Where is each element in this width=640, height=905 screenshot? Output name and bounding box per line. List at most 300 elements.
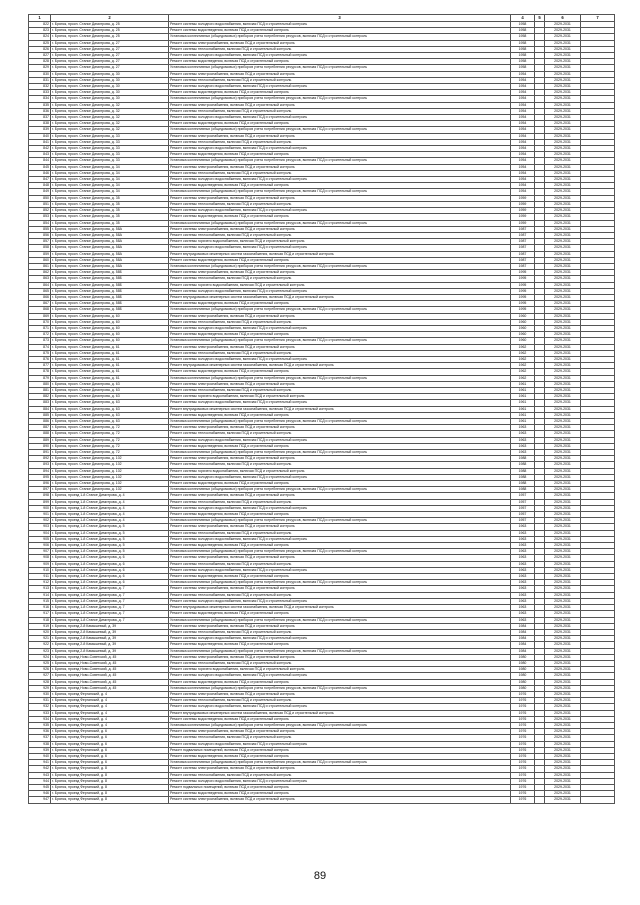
address-cell: г. Брянск, просп. Станке Димитрова, д. 58А bbox=[51, 232, 169, 238]
period-cell: 2029-2031 bbox=[545, 288, 581, 294]
address-cell: г. Брянск, просп. Станке Димитрова, д. 27 bbox=[51, 53, 169, 59]
row-number-cell: 868 bbox=[29, 307, 51, 313]
period-cell: 2029-2031 bbox=[545, 325, 581, 331]
work-type-cell: Ремонт системы теплоснабжения, включая ПСД и строительный контроль bbox=[169, 276, 511, 282]
document-page bbox=[28, 14, 614, 804]
address-cell: г. Брянск, просп. Станке Димитрова, д. 34 bbox=[51, 189, 169, 195]
work-type-cell: Ремонт подвальных помещений, включая ПСД и строительный контроль bbox=[169, 747, 511, 753]
period-cell: 2029-2031 bbox=[545, 772, 581, 778]
address-cell: г. Брянск, просп. Станке Димитрова, д. 58А bbox=[51, 245, 169, 251]
row-number-cell: 878 bbox=[29, 369, 51, 375]
row-number-cell: 859 bbox=[29, 251, 51, 257]
period-cell: 2029-2031 bbox=[545, 543, 581, 549]
row-number-cell: 923 bbox=[29, 648, 51, 654]
year-cell: 1995 bbox=[511, 307, 535, 313]
year-cell: 1959 bbox=[511, 220, 535, 226]
address-cell: г. Брянск, проезд 1-й Станке Димитрова, д. 7 bbox=[51, 586, 169, 592]
period-cell: 2029-2031 bbox=[545, 394, 581, 400]
period-cell: 2029-2031 bbox=[545, 716, 581, 722]
row-number-cell: 839 bbox=[29, 127, 51, 133]
year-cell: 1963 bbox=[511, 431, 535, 437]
year-cell: 1976 bbox=[511, 760, 535, 766]
period-cell: 2029-2031 bbox=[545, 468, 581, 474]
period-cell: 2029-2031 bbox=[545, 313, 581, 319]
work-type-cell: Ремонт системы горячего водоснабжения, включая ПСД и строительный контроль bbox=[169, 239, 511, 245]
period-cell: 2029-2031 bbox=[545, 270, 581, 276]
row-number-cell: 921 bbox=[29, 636, 51, 642]
period-cell: 2029-2031 bbox=[545, 22, 581, 28]
address-cell: г. Брянск, просп. Станке Димитрова, д. 63 bbox=[51, 381, 169, 387]
address-cell: г. Брянск, просп. Станке Димитрова, д. 32 bbox=[51, 108, 169, 114]
year-cell: 1962 bbox=[511, 344, 535, 350]
year-cell: 1976 bbox=[511, 791, 535, 797]
period-cell: 2029-2031 bbox=[545, 59, 581, 65]
row-number-cell: 902 bbox=[29, 518, 51, 524]
period-cell: 2029-2031 bbox=[545, 698, 581, 704]
year-cell: 1995 bbox=[511, 282, 535, 288]
work-type-cell: Ремонт внутридомовых инженерных систем газоснабжения, включая ПСД и строительный контроль bbox=[169, 251, 511, 257]
column-header: 1 bbox=[29, 15, 51, 22]
row-number-cell: 822 bbox=[29, 22, 51, 28]
address-cell: г. Брянск, просп. Станке Димитрова, д. 25 bbox=[51, 34, 169, 40]
address-cell: г. Брянск, просп. Станке Димитрова, д. 102 bbox=[51, 487, 169, 493]
year-cell: 1958 bbox=[511, 22, 535, 28]
work-type-cell: Ремонт системы электроснабжения, включая ПСД и строительный контроль bbox=[169, 133, 511, 139]
work-type-cell: Ремонт системы электроснабжения, включая ПСД и строительный контроль bbox=[169, 381, 511, 387]
period-cell: 2029-2031 bbox=[545, 561, 581, 567]
year-cell: 1976 bbox=[511, 753, 535, 759]
period-cell: 2029-2031 bbox=[545, 121, 581, 127]
work-type-cell: Ремонт системы теплоснабжения, включая ПСД и строительный контроль bbox=[169, 139, 511, 145]
year-cell: 1963 bbox=[511, 580, 535, 586]
work-type-cell: Ремонт системы горячего водоснабжения, включая ПСД и строительный контроль bbox=[169, 394, 511, 400]
work-type-cell: Ремонт системы водоотведения, включая ПСД и строительный контроль bbox=[169, 152, 511, 158]
address-cell: г. Брянск, просп. Станке Димитрова, д. 32 bbox=[51, 102, 169, 108]
work-type-cell: Ремонт системы холодного водоснабжения, включая ПСД и строительный контроль bbox=[169, 400, 511, 406]
work-type-cell: Установка коллективных (общедомовых) приборов учета потребления ресурсов, включая ПСД и строительный контроль bbox=[169, 307, 511, 313]
row-number-cell: 881 bbox=[29, 387, 51, 393]
empty-cell bbox=[581, 797, 615, 803]
work-type-cell: Ремонт внутридомовых инженерных систем газоснабжения, включая ПСД и строительный контроль bbox=[169, 605, 511, 611]
row-number-cell: 933 bbox=[29, 710, 51, 716]
year-cell: 1958 bbox=[511, 40, 535, 46]
address-cell: г. Брянск, просп. Станке Димитрова, д. 60 bbox=[51, 332, 169, 338]
work-type-cell: Ремонт системы водоотведения, включая ПСД и строительный контроль bbox=[169, 183, 511, 189]
year-cell: 1995 bbox=[511, 288, 535, 294]
address-cell: г. Брянск, просп. Станке Димитрова, д. 32 bbox=[51, 127, 169, 133]
column-header: 6 bbox=[545, 15, 581, 22]
row-number-cell: 946 bbox=[29, 791, 51, 797]
work-type-cell: Установка коллективных (общедомовых) приборов учета потребления ресурсов, включая ПСД и строительный контроль bbox=[169, 220, 511, 226]
address-cell: г. Брянск, просп. Станке Димитрова, д. 61 bbox=[51, 350, 169, 356]
period-cell: 2029-2031 bbox=[545, 332, 581, 338]
address-cell: г. Брянск, просп. Станке Димитрова, д. 30 bbox=[51, 84, 169, 90]
address-cell: г. Брянск, проезд Ферганский, д. 4 bbox=[51, 710, 169, 716]
row-number-cell: 865 bbox=[29, 288, 51, 294]
year-cell: 1960 bbox=[511, 338, 535, 344]
year-cell: 1987 bbox=[511, 239, 535, 245]
address-cell: г. Брянск, проезд 1-й Станке Димитрова, д. 6 bbox=[51, 580, 169, 586]
period-cell: 2029-2031 bbox=[545, 605, 581, 611]
address-cell: г. Брянск, проезд Ново-Советский, д. 45 bbox=[51, 679, 169, 685]
year-cell: 1962 bbox=[511, 356, 535, 362]
work-type-cell: Ремонт системы водоотведения, включая ПСД и строительный контроль bbox=[169, 543, 511, 549]
year-cell: 1963 bbox=[511, 592, 535, 598]
period-cell: 2029-2031 bbox=[545, 629, 581, 635]
period-cell: 2029-2031 bbox=[545, 611, 581, 617]
row-number-cell: 907 bbox=[29, 549, 51, 555]
address-cell: г. Брянск, проезд Ферганский, д. 4 bbox=[51, 716, 169, 722]
capital-repair-table bbox=[28, 14, 615, 804]
address-cell: г. Брянск, просп. Станке Димитрова, д. 60 bbox=[51, 338, 169, 344]
address-cell: г. Брянск, проезд Ферганский, д. 8 bbox=[51, 778, 169, 784]
row-number-cell: 876 bbox=[29, 356, 51, 362]
row-number-cell: 832 bbox=[29, 84, 51, 90]
period-cell: 2029-2031 bbox=[545, 158, 581, 164]
row-number-cell: 915 bbox=[29, 598, 51, 604]
row-number-cell: 938 bbox=[29, 741, 51, 747]
year-cell: 1980 bbox=[511, 679, 535, 685]
row-number-cell: 824 bbox=[29, 34, 51, 40]
work-type-cell: Установка коллективных (общедомовых) приборов учета потребления ресурсов, включая ПСД и строительный контроль bbox=[169, 518, 511, 524]
row-number-cell: 838 bbox=[29, 121, 51, 127]
row-number-cell: 906 bbox=[29, 543, 51, 549]
row-number-cell: 858 bbox=[29, 245, 51, 251]
work-type-cell: Ремонт внутридомовых инженерных систем газоснабжения, включая ПСД и строительный контроль bbox=[169, 710, 511, 716]
period-cell: 2029-2031 bbox=[545, 375, 581, 381]
year-cell: 1976 bbox=[511, 716, 535, 722]
work-type-cell: Ремонт системы электроснабжения, включая ПСД и строительный контроль bbox=[169, 226, 511, 232]
address-cell: г. Брянск, просп. Станке Димитрова, д. 58А bbox=[51, 226, 169, 232]
year-cell: 1961 bbox=[511, 381, 535, 387]
work-type-cell: Ремонт системы теплоснабжения, включая ПСД и строительный контроль bbox=[169, 462, 511, 468]
address-cell: г. Брянск, проезд Ферганский, д. 8 bbox=[51, 784, 169, 790]
address-cell: г. Брянск, проезд 2-й Камышевый, д. 39 bbox=[51, 623, 169, 629]
year-cell: 1954 bbox=[511, 170, 535, 176]
period-cell: 2029-2031 bbox=[545, 592, 581, 598]
work-type-cell: Установка коллективных (общедомовых) приборов учета потребления ресурсов, включая ПСД и строительный контроль bbox=[169, 419, 511, 425]
period-cell: 2029-2031 bbox=[545, 623, 581, 629]
work-type-cell: Ремонт системы электроснабжения, включая ПСД и строительный контроль bbox=[169, 586, 511, 592]
row-number-cell: 911 bbox=[29, 574, 51, 580]
row-number-cell: 920 bbox=[29, 629, 51, 635]
row-number-cell: 916 bbox=[29, 605, 51, 611]
work-type-cell: Установка коллективных (общедомовых) приборов учета потребления ресурсов, включая ПСД и строительный контроль bbox=[169, 580, 511, 586]
work-type-cell: Ремонт системы электроснабжения, включая ПСД и строительный контроль bbox=[169, 344, 511, 350]
period-cell: 2029-2031 bbox=[545, 481, 581, 487]
period-cell: 2029-2031 bbox=[545, 760, 581, 766]
year-cell: 1961 bbox=[511, 387, 535, 393]
year-cell: 1954 bbox=[511, 133, 535, 139]
address-cell: г. Брянск, просп. Станке Димитрова, д. 34 bbox=[51, 164, 169, 170]
address-cell: г. Брянск, проезд 1-й Станке Димитрова, д. 6 bbox=[51, 561, 169, 567]
address-cell: г. Брянск, проезд 2-й Камышевый, д. 39 bbox=[51, 648, 169, 654]
period-cell: 2029-2031 bbox=[545, 369, 581, 375]
address-cell: г. Брянск, просп. Станке Димитрова, д. 33 bbox=[51, 133, 169, 139]
work-type-cell: Ремонт системы водоотведения, включая ПСД и строительный контроль bbox=[169, 443, 511, 449]
row-number-cell: 827 bbox=[29, 53, 51, 59]
work-type-cell: Ремонт системы водоотведения, включая ПСД и строительный контроль bbox=[169, 28, 511, 34]
work-type-cell: Ремонт системы теплоснабжения, включая ПСД и строительный контроль bbox=[169, 232, 511, 238]
row-number-cell: 914 bbox=[29, 592, 51, 598]
period-cell: 2029-2031 bbox=[545, 319, 581, 325]
period-cell: 2029-2031 bbox=[545, 462, 581, 468]
address-cell: г. Брянск, проезд 1-й Станке Димитрова, д. 7 bbox=[51, 598, 169, 604]
work-type-cell: Ремонт системы теплоснабжения, включая ПСД и строительный контроль bbox=[169, 77, 511, 83]
address-cell: г. Брянск, просп. Станке Димитрова, д. 27 bbox=[51, 40, 169, 46]
period-cell: 2029-2031 bbox=[545, 691, 581, 697]
work-type-cell: Ремонт системы водоотведения, включая ПСД и строительный контроль bbox=[169, 332, 511, 338]
period-cell: 2029-2031 bbox=[545, 536, 581, 542]
address-cell: г. Брянск, просп. Станке Димитрова, д. 32 bbox=[51, 121, 169, 127]
work-type-cell: Установка коллективных (общедомовых) приборов учета потребления ресурсов, включая ПСД и строительный контроль bbox=[169, 487, 511, 493]
year-cell: 1984 bbox=[511, 623, 535, 629]
page-number: 89 bbox=[313, 870, 327, 882]
work-type-cell: Ремонт внутридомовых инженерных систем газоснабжения, включая ПСД и строительный контроль bbox=[169, 406, 511, 412]
work-type-cell: Ремонт системы холодного водоснабжения, включая ПСД и строительный контроль bbox=[169, 673, 511, 679]
work-type-cell: Ремонт системы холодного водоснабжения, включая ПСД и строительный контроль bbox=[169, 505, 511, 511]
year-cell: 1976 bbox=[511, 778, 535, 784]
year-cell: 1963 bbox=[511, 536, 535, 542]
work-type-cell: Установка коллективных (общедомовых) приборов учета потребления ресурсов, включая ПСД и строительный контроль bbox=[169, 648, 511, 654]
address-cell: г. Брянск, просп. Станке Димитрова, д. 32 bbox=[51, 115, 169, 121]
period-cell: 2029-2031 bbox=[545, 387, 581, 393]
row-number-cell: 870 bbox=[29, 319, 51, 325]
period-cell: 2029-2031 bbox=[545, 34, 581, 40]
work-type-cell: Ремонт системы водоотведения, включая ПСД и строительный контроль bbox=[169, 214, 511, 220]
address-cell: г. Брянск, просп. Станке Димитрова, д. 30 bbox=[51, 96, 169, 102]
address-cell: г. Брянск, проезд 1-й Станке Димитрова, д. 5 bbox=[51, 524, 169, 530]
row-number-cell: 917 bbox=[29, 611, 51, 617]
work-type-cell: Ремонт системы холодного водоснабжения, включая ПСД и строительный контроль bbox=[169, 115, 511, 121]
address-cell: г. Брянск, проезд 1-й Станке Димитрова, д. 6 bbox=[51, 574, 169, 580]
address-cell: г. Брянск, проезд 1-й Станке Димитрова, д. 7 bbox=[51, 592, 169, 598]
work-type-cell: Ремонт системы электроснабжения, включая ПСД и строительный контроль bbox=[169, 654, 511, 660]
work-type-cell: Установка коллективных (общедомовых) приборов учета потребления ресурсов, включая ПСД и строительный контроль bbox=[169, 375, 511, 381]
row-number-cell: 826 bbox=[29, 46, 51, 52]
address-cell: г. Брянск, проезд 1-й Станке Димитрова, д. 4 bbox=[51, 512, 169, 518]
year-cell: 1961 bbox=[511, 394, 535, 400]
row-number-cell: 841 bbox=[29, 139, 51, 145]
year-cell: 1954 bbox=[511, 164, 535, 170]
row-number-cell: 864 bbox=[29, 282, 51, 288]
work-type-cell: Ремонт системы горячего водоснабжения, включая ПСД и строительный контроль bbox=[169, 468, 511, 474]
row-number-cell: 941 bbox=[29, 760, 51, 766]
row-number-cell: 829 bbox=[29, 65, 51, 71]
period-cell: 2029-2031 bbox=[545, 586, 581, 592]
year-cell: 1960 bbox=[511, 332, 535, 338]
period-cell: 2029-2031 bbox=[545, 53, 581, 59]
work-type-cell: Ремонт системы водоотведения, включая ПСД и строительный контроль bbox=[169, 412, 511, 418]
row-number-cell: 942 bbox=[29, 766, 51, 772]
address-cell: г. Брянск, просп. Станке Димитрова, д. 63 bbox=[51, 419, 169, 425]
row-number-cell: 877 bbox=[29, 363, 51, 369]
row-number-cell: 905 bbox=[29, 536, 51, 542]
row-number-cell: 840 bbox=[29, 133, 51, 139]
period-cell: 2029-2031 bbox=[545, 797, 581, 803]
address-cell: г. Брянск, просп. Станке Димитрова, д. 35 bbox=[51, 220, 169, 226]
work-type-cell: Установка коллективных (общедомовых) приборов учета потребления ресурсов, включая ПСД и строительный контроль bbox=[169, 127, 511, 133]
period-cell: 2029-2031 bbox=[545, 46, 581, 52]
row-number-cell: 891 bbox=[29, 450, 51, 456]
work-type-cell: Установка коллективных (общедомовых) приборов учета потребления ресурсов, включая ПСД и строительный контроль bbox=[169, 34, 511, 40]
row-number-cell: 893 bbox=[29, 462, 51, 468]
work-type-cell: Ремонт системы водоотведения, включая ПСД и строительный контроль bbox=[169, 574, 511, 580]
year-cell: 1976 bbox=[511, 691, 535, 697]
address-cell: г. Брянск, просп. Станке Димитрова, д. 58Б bbox=[51, 270, 169, 276]
empty-cell bbox=[535, 797, 545, 803]
row-number-cell: 944 bbox=[29, 778, 51, 784]
period-cell: 2029-2031 bbox=[545, 555, 581, 561]
year-cell: 1963 bbox=[511, 586, 535, 592]
period-cell: 2029-2031 bbox=[545, 660, 581, 666]
address-cell: г. Брянск, просп. Станке Димитрова, д. 25 bbox=[51, 22, 169, 28]
work-type-cell: Ремонт системы холодного водоснабжения, включая ПСД и строительный контроль bbox=[169, 778, 511, 784]
period-cell: 2029-2031 bbox=[545, 170, 581, 176]
year-cell: 1963 bbox=[511, 617, 535, 623]
year-cell: 1980 bbox=[511, 654, 535, 660]
period-cell: 2029-2031 bbox=[545, 96, 581, 102]
year-cell: 1963 bbox=[511, 567, 535, 573]
year-cell: 1954 bbox=[511, 102, 535, 108]
work-type-cell: Ремонт системы холодного водоснабжения, включая ПСД и строительный контроль bbox=[169, 245, 511, 251]
address-cell: г. Брянск, проезд Ново-Советский, д. 45 bbox=[51, 654, 169, 660]
year-cell: 1959 bbox=[511, 201, 535, 207]
work-type-cell: Ремонт системы горячего водоснабжения, включая ПСД и строительный контроль bbox=[169, 667, 511, 673]
work-type-cell: Ремонт системы водоотведения, включая ПСД и строительный контроль bbox=[169, 59, 511, 65]
row-number-cell: 922 bbox=[29, 642, 51, 648]
column-header: 5 bbox=[535, 15, 545, 22]
year-cell: 1963 bbox=[511, 524, 535, 530]
row-number-cell: 940 bbox=[29, 753, 51, 759]
period-cell: 2029-2031 bbox=[545, 245, 581, 251]
year-cell: 1995 bbox=[511, 270, 535, 276]
period-cell: 2029-2031 bbox=[545, 307, 581, 313]
period-cell: 2029-2031 bbox=[545, 208, 581, 214]
address-cell: г. Брянск, просп. Станке Димитрова, д. 33 bbox=[51, 146, 169, 152]
period-cell: 2029-2031 bbox=[545, 431, 581, 437]
address-cell: г. Брянск, проезд Ново-Советский, д. 45 bbox=[51, 685, 169, 691]
year-cell: 1958 bbox=[511, 59, 535, 65]
address-cell: г. Брянск, проезд Ново-Советский, д. 45 bbox=[51, 673, 169, 679]
column-header: 3 bbox=[169, 15, 511, 22]
work-type-cell: Ремонт системы водоотведения, включая ПСД и строительный контроль bbox=[169, 611, 511, 617]
address-cell: г. Брянск, проезд Ферганский, д. 6 bbox=[51, 753, 169, 759]
year-cell: 1954 bbox=[511, 158, 535, 164]
period-cell: 2029-2031 bbox=[545, 722, 581, 728]
year-cell: 1988 bbox=[511, 468, 535, 474]
address-cell: г. Брянск, просп. Станке Димитрова, д. 30 bbox=[51, 90, 169, 96]
row-number-cell: 935 bbox=[29, 722, 51, 728]
work-type-cell: Ремонт системы водоотведения, включая ПСД и строительный контроль bbox=[169, 369, 511, 375]
year-cell: 1957 bbox=[511, 493, 535, 499]
work-type-cell: Ремонт системы электроснабжения, включая ПСД и строительный контроль bbox=[169, 195, 511, 201]
year-cell: 1954 bbox=[511, 121, 535, 127]
address-cell: г. Брянск, проезд 2-й Камышевый, д. 39 bbox=[51, 636, 169, 642]
row-number-cell: 844 bbox=[29, 158, 51, 164]
work-type-cell: Ремонт системы холодного водоснабжения, включая ПСД и строительный контроль bbox=[169, 325, 511, 331]
work-type-cell: Ремонт системы электроснабжения, включая ПСД и строительный контроль bbox=[169, 555, 511, 561]
row-number-cell: 862 bbox=[29, 270, 51, 276]
year-cell: 1976 bbox=[511, 784, 535, 790]
row-number-cell: 939 bbox=[29, 747, 51, 753]
period-cell: 2029-2031 bbox=[545, 425, 581, 431]
year-cell: 1962 bbox=[511, 375, 535, 381]
address-cell: г. Брянск, просп. Станке Димитрова, д. 30 bbox=[51, 77, 169, 83]
work-type-cell: Ремонт системы холодного водоснабжения, включая ПСД и строительный контроль bbox=[169, 704, 511, 710]
year-cell: 1958 bbox=[511, 28, 535, 34]
work-type-cell: Установка коллективных (общедомовых) приборов учета потребления ресурсов, включая ПСД и строительный контроль bbox=[169, 760, 511, 766]
period-cell: 2029-2031 bbox=[545, 40, 581, 46]
work-type-cell: Ремонт системы водоотведения, включая ПСД и строительный контроль bbox=[169, 257, 511, 263]
work-type-cell: Ремонт системы водоотведения, включая ПСД и строительный контроль bbox=[169, 791, 511, 797]
period-cell: 2029-2031 bbox=[545, 77, 581, 83]
year-cell: 1987 bbox=[511, 263, 535, 269]
row-number-cell: 830 bbox=[29, 71, 51, 77]
work-type-cell: Ремонт системы электроснабжения, включая ПСД и строительный контроль bbox=[169, 102, 511, 108]
year-cell: 1976 bbox=[511, 797, 535, 803]
work-type-cell: Установка коллективных (общедомовых) приборов учета потребления ресурсов, включая ПСД и строительный контроль bbox=[169, 338, 511, 344]
year-cell: 1954 bbox=[511, 84, 535, 90]
work-type-cell: Установка коллективных (общедомовых) приборов учета потребления ресурсов, включая ПСД и строительный контроль bbox=[169, 722, 511, 728]
address-cell: г. Брянск, просп. Станке Димитрова, д. 35 bbox=[51, 214, 169, 220]
work-type-cell: Ремонт внутридомовых инженерных систем газоснабжения, включая ПСД и строительный контроль bbox=[169, 363, 511, 369]
period-cell: 2029-2031 bbox=[545, 530, 581, 536]
work-type-cell: Ремонт системы холодного водоснабжения, включая ПСД и строительный контроль bbox=[169, 22, 511, 28]
address-cell: г. Брянск, проезд Ферганский, д. 8 bbox=[51, 766, 169, 772]
row-number-cell: 896 bbox=[29, 481, 51, 487]
work-type-cell: Ремонт системы теплоснабжения, включая ПСД и строительный контроль bbox=[169, 698, 511, 704]
year-cell: 1988 bbox=[511, 481, 535, 487]
address-cell: г. Брянск, просп. Станке Димитрова, д. 30 bbox=[51, 71, 169, 77]
row-number-cell: 936 bbox=[29, 729, 51, 735]
year-cell: 1963 bbox=[511, 549, 535, 555]
address-cell: г. Брянск, просп. Станке Димитрова, д. 58Б bbox=[51, 282, 169, 288]
address-cell: г. Брянск, проезд 1-й Станке Димитрова, д. 4 bbox=[51, 518, 169, 524]
row-number-cell: 884 bbox=[29, 406, 51, 412]
period-cell: 2029-2031 bbox=[545, 177, 581, 183]
period-cell: 2029-2031 bbox=[545, 201, 581, 207]
row-number-cell: 867 bbox=[29, 301, 51, 307]
row-number-cell: 879 bbox=[29, 375, 51, 381]
period-cell: 2029-2031 bbox=[545, 456, 581, 462]
row-number-cell: 919 bbox=[29, 623, 51, 629]
address-cell: г. Брянск, просп. Станке Димитрова, д. 25 bbox=[51, 28, 169, 34]
column-header: 2 bbox=[51, 15, 169, 22]
address-cell: г. Брянск, просп. Станке Димитрова, д. 102 bbox=[51, 462, 169, 468]
row-number-cell: 887 bbox=[29, 425, 51, 431]
period-cell: 2029-2031 bbox=[545, 642, 581, 648]
year-cell: 1995 bbox=[511, 276, 535, 282]
work-type-cell: Установка коллективных (общедомовых) приборов учета потребления ресурсов, включая ПСД и строительный контроль bbox=[169, 158, 511, 164]
row-number-cell: 918 bbox=[29, 617, 51, 623]
address-cell: г. Брянск, просп. Станке Димитрова, д. 58Б bbox=[51, 276, 169, 282]
year-cell: 1984 bbox=[511, 642, 535, 648]
period-cell: 2029-2031 bbox=[545, 524, 581, 530]
row-number-cell: 850 bbox=[29, 195, 51, 201]
work-type-cell: Ремонт системы горячего водоснабжения, включая ПСД и строительный контроль bbox=[169, 282, 511, 288]
year-cell: 1962 bbox=[511, 350, 535, 356]
address-cell: г. Брянск, просп. Станке Димитрова, д. 33 bbox=[51, 158, 169, 164]
year-cell: 1957 bbox=[511, 512, 535, 518]
address-cell: г. Брянск, просп. Станке Димитрова, д. 27 bbox=[51, 65, 169, 71]
address-cell: г. Брянск, проезд 1-й Станке Димитрова, д. 4 bbox=[51, 505, 169, 511]
period-cell: 2029-2031 bbox=[545, 239, 581, 245]
period-cell: 2029-2031 bbox=[545, 338, 581, 344]
row-number-cell: 831 bbox=[29, 77, 51, 83]
period-cell: 2029-2031 bbox=[545, 220, 581, 226]
work-type-cell: Установка коллективных (общедомовых) приборов учета потребления ресурсов, включая ПСД и строительный контроль bbox=[169, 65, 511, 71]
